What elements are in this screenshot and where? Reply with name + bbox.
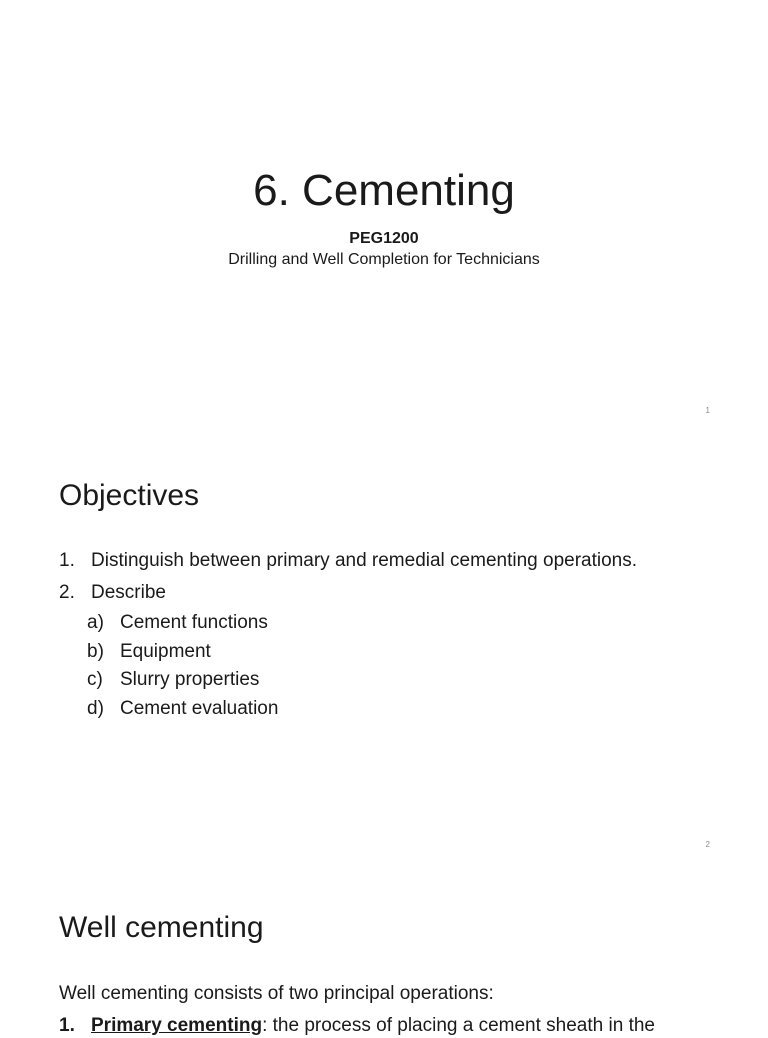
well-cementing-slide — [0, 864, 768, 1036]
slide-number: 2 — [705, 840, 710, 849]
sub-list — [87, 609, 637, 723]
sub-list-item — [87, 666, 637, 695]
objectives-slide — [0, 432, 768, 864]
objectives-list — [59, 549, 637, 731]
slide-heading: Objectives — [59, 479, 200, 512]
course-name: Drilling and Well Completion for Technicians — [228, 251, 540, 268]
course-code: PEG1200 — [349, 230, 419, 247]
sub-list-item — [87, 609, 637, 638]
list-item — [59, 1014, 710, 1038]
sub-list-item — [87, 695, 637, 724]
list-item-term: Primary cementing — [91, 1015, 263, 1036]
sub-item-text: Equipment — [120, 640, 211, 662]
list-item-number: 1. — [59, 550, 75, 571]
list-item-number: 1. — [59, 1015, 75, 1036]
operations-list — [59, 1014, 710, 1038]
sub-item-text: Cement functions — [120, 612, 268, 633]
sub-item-letter: a) — [87, 612, 104, 633]
sub-item-letter: b) — [87, 640, 104, 662]
sub-item-text: Slurry properties — [120, 669, 260, 690]
slide-heading: Well cementing — [59, 911, 264, 944]
list-item-text: Describe — [91, 582, 166, 603]
title-slide — [0, 0, 768, 432]
presentation-title: 6. Cementing — [253, 166, 515, 215]
list-item-text: : the process of placing a cement sheath in the — [262, 1015, 655, 1036]
list-item-number: 2. — [59, 582, 75, 603]
slide-number: 1 — [705, 406, 710, 415]
sub-list-item — [87, 638, 637, 667]
sub-item-letter: d) — [87, 697, 104, 719]
sub-item-text: Cement evaluation — [120, 697, 279, 719]
list-item — [59, 581, 637, 723]
list-item — [59, 549, 637, 573]
list-item-text: Distinguish between primary and remedial cementing operations. — [91, 550, 638, 571]
intro-text: Well cementing consists of two principal operations: — [59, 983, 494, 1004]
sub-item-letter: c) — [87, 669, 103, 690]
